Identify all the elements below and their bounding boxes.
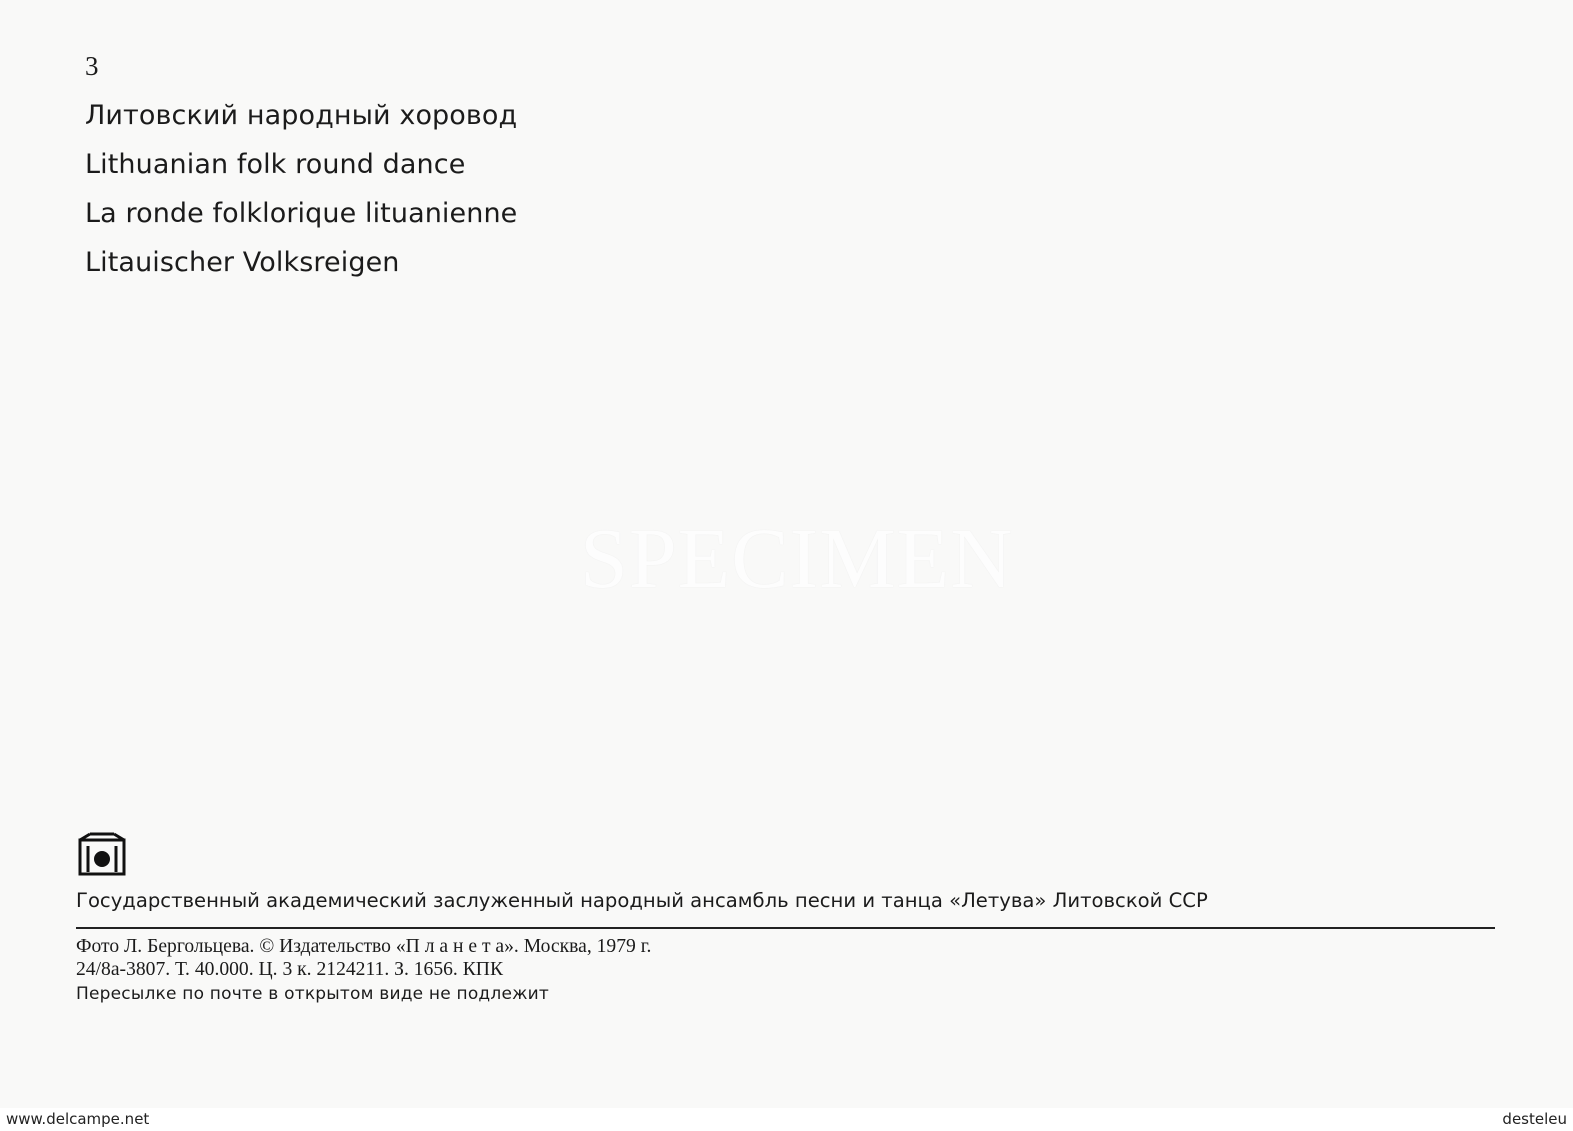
- caption-french: La ronde folklorique lituanienne: [85, 198, 518, 229]
- caption-english: Lithuanian folk round dance: [85, 149, 466, 180]
- card-number: 3: [85, 51, 99, 81]
- footer-site-link[interactable]: www.delcampe.net: [6, 1110, 150, 1128]
- imprint-photo-publisher: Фото Л. Бергольцева. © Издательство «П л а н е т а». Москва, 1979 г.: [76, 936, 652, 957]
- caption-russian: Литовский народный хоровод: [85, 100, 518, 131]
- divider: [76, 927, 1495, 929]
- footer-seller-name[interactable]: desteleu: [1502, 1110, 1567, 1128]
- imprint-postal-note: Пересылке по почте в открытом виде не подлежит: [76, 984, 549, 1004]
- imprint-print-codes: 24/8а-3807. Т. 40.000. Ц. 3 к. 2124211. З. 1656. КПК: [76, 959, 504, 980]
- ensemble-credit: Государственный академический заслуженный народный ансамбль песни и танца «Летува» Литовской ССР: [76, 889, 1208, 912]
- caption-german: Litauischer Volksreigen: [85, 247, 400, 278]
- publisher-logo-icon: [78, 832, 126, 876]
- footer-bar: [0, 1108, 1573, 1131]
- specimen-watermark: SPECIMEN: [580, 510, 1014, 606]
